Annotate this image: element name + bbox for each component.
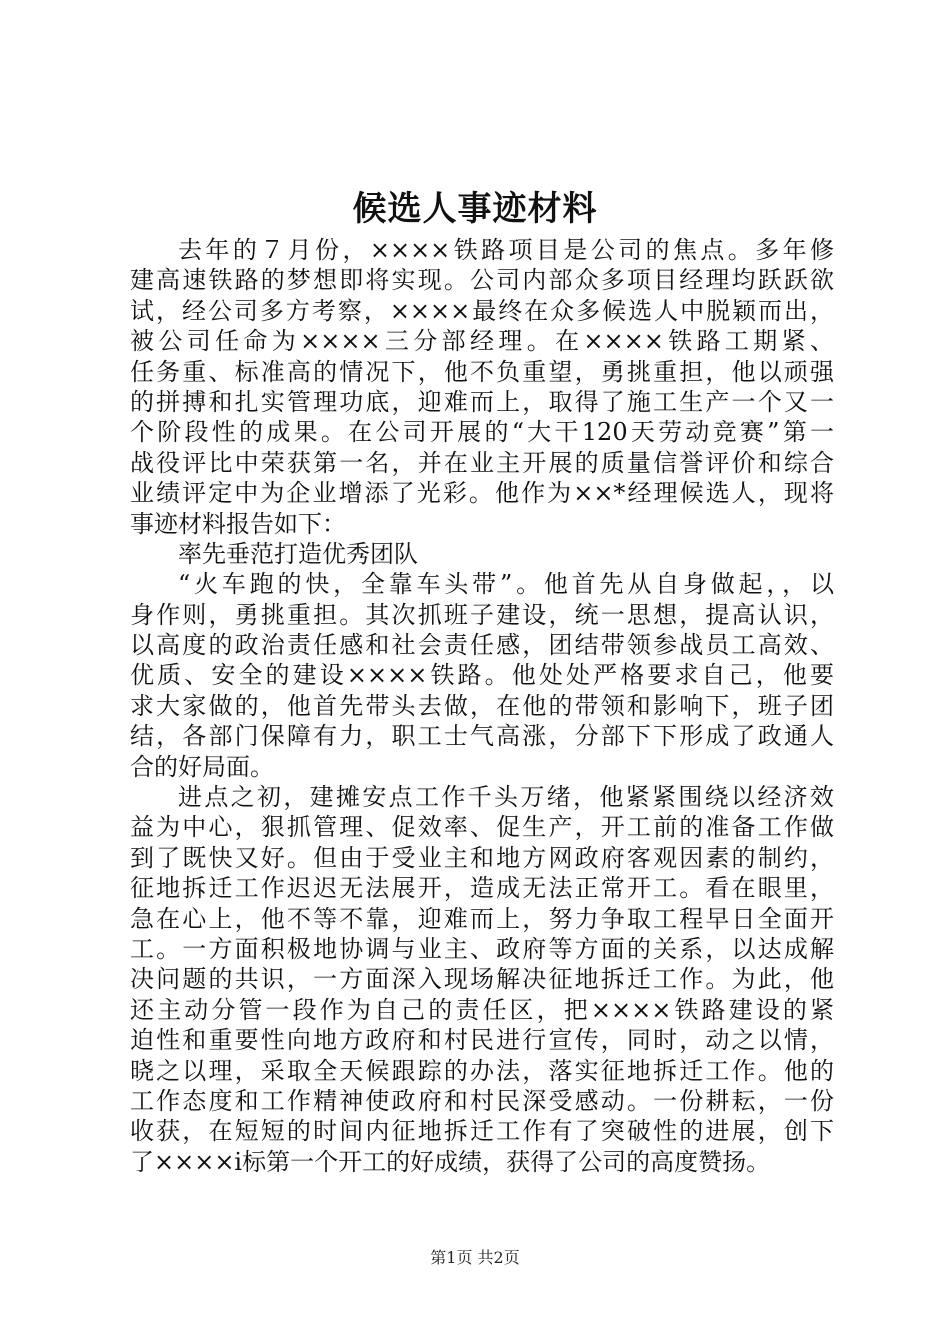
paragraph-construction: [130, 782, 834, 1177]
text-line: 去年的７月份，××××铁路项目是公司的焦点。多年修: [178, 236, 834, 264]
text-line: 还主动分管一段作为自己的责任区，把××××铁路建设的紧: [130, 995, 834, 1024]
text-line: 建高速铁路的梦想即将实现。公司内部众多项目经理均跃跃欲: [130, 266, 834, 295]
text-line: 工作态度和工作精神使政府和村民深受感动。一份耕耘，一份: [130, 1086, 834, 1115]
text-line: 急在心上，他不等不靠，迎难而上，努力争取工程早日全面开: [130, 904, 834, 933]
document-body: [130, 235, 834, 1177]
text-line: 工。一方面积极地协调与业主、政府等方面的关系，以达成解: [130, 934, 834, 963]
text-line: 个阶段性的成果。在公司开展的“大干120天劳动竞赛”第一: [130, 418, 834, 447]
text-line: 进点之初，建摊安点工作千头万绪，他紧紧围绕以经济效: [178, 783, 834, 812]
text-line: 益为中心，狠抓管理、促效率、促生产，开工前的准备工作做: [130, 813, 834, 842]
section-heading: 率先垂范打造优秀团队: [178, 539, 418, 568]
page-footer: 第1页 共2页: [430, 1248, 520, 1267]
paragraph-intro: [130, 235, 834, 539]
text-line: 迫性和重要性向地方政府和村民进行宣传，同时，动之以情，: [130, 1026, 834, 1055]
text-line: 求大家做的，他首先带头去做，在他的带领和影响下，班子团: [130, 691, 834, 720]
text-line: 结，各部门保障有力，职工士气高涨，分部下下形成了政通人: [130, 722, 834, 751]
text-line: 被公司任命为××××三分部经理。在××××铁路工期紧、: [130, 327, 834, 356]
text-line: 试，经公司多方考察，××××最终在众多候选人中脱颖而出，: [130, 296, 834, 325]
text-line: 身作则，勇挑重担。其次抓班子建设，统一思想，提高认识，: [130, 600, 834, 629]
text-line: 征地拆迁工作迟迟无法展开，造成无法正常开工。看在眼里，: [130, 874, 834, 903]
text-line: 到了既快又好。但由于受业主和地方网政府客观因素的制约，: [130, 843, 834, 872]
text-line: 收获，在短短的时间内征地拆迁工作有了突破性的进展，创下: [130, 1117, 834, 1146]
text-line: 事迹材料报告如下：: [130, 509, 346, 538]
text-line: 的拼搏和扎实管理功底，迎难而上，取得了施工生产一个又一: [130, 387, 834, 416]
text-line: 晓之以理，采取全天候跟踪的办法，落实征地拆迁工作。他的: [130, 1056, 834, 1085]
text-line: 战役评比中荣获第一名，并在业主开展的质量信誉评价和综合: [130, 448, 834, 477]
text-line: “火车跑的快，全靠车头带”。他首先从自身做起，，以: [178, 570, 834, 599]
text-line: 任务重、标准高的情况下，他不负重望，勇挑重担，他以顽强: [130, 357, 834, 386]
text-line: 了××××i标第一个开工的好成绩，获得了公司的高度赞扬。: [130, 1147, 771, 1176]
document-title: 候选人事迹材料: [352, 189, 598, 229]
text-line: 业绩评定中为企业增添了光彩。他作为××*经理候选人，现将: [130, 479, 834, 508]
text-line: 优质、安全的建设××××铁路。他处处严格要求自己，他要: [130, 661, 834, 690]
text-line: 合的好局面。: [130, 752, 274, 781]
text-line: 决问题的共识，一方面深入现场解决征地拆迁工作。为此，他: [130, 965, 834, 994]
text-line: 以高度的政治责任感和社会责任感，团结带领参战员工高效、: [130, 631, 834, 660]
paragraph-team: [130, 569, 834, 782]
